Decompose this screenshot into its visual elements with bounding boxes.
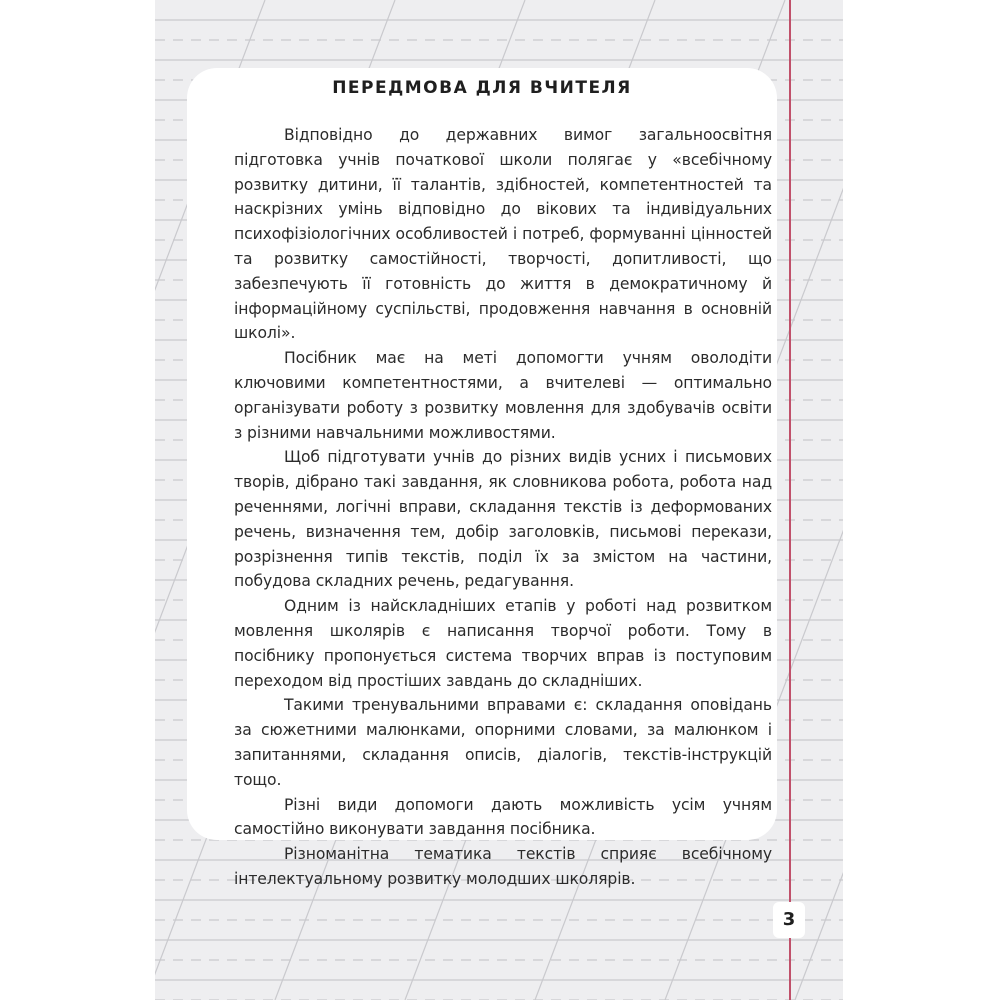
page-title: ПЕРЕДМОВА ДЛЯ ВЧИТЕЛЯ bbox=[332, 78, 632, 98]
paragraph: Щоб підготувати учнів до різних видів усних і письмових творів, дібрано такі завдання, як словникова робота, робота над реченнями, логічні вправи, складання текстів із деформованих речень, визначення тем, добір заголовків, письмові перекази, розрізнення типів текстів, поділ їх за змістом на частини, побудова складних речень, редагування. bbox=[234, 448, 772, 591]
paragraph: Різноманітна тематика текстів сприяє всебічному інтелектуальному розвитку молодших школярів. bbox=[234, 845, 772, 888]
paragraph: Різні види допомоги дають можливість усім учням самостійно виконувати завдання посібника. bbox=[234, 795, 772, 839]
margin-line bbox=[789, 0, 791, 1000]
page-number: 3 bbox=[773, 902, 805, 938]
preface-body bbox=[234, 123, 772, 892]
paragraph: Відповідно до державних вимог загальноосвітня підготовка учнів початкової школи полягає у «всебічному розвитку дитини, її талантів, здібностей, компетентностей та наскрізних умінь відповідно до вікових та індивідуальних психофізіологічних особливостей і потреб, формуванні цінностей та розвитку самостійності, творчості, допитливості, що забезпечують її готовність до життя в демократичному й інформаційному суспільстві, продовження навчання в основній школі». bbox=[234, 126, 772, 343]
paragraph: Одним із найскладніших етапів у роботі над розвитком мовлення школярів є написання творчої роботи. Тому в посібнику пропонується система творчих вправ із поступовим переходом від простіших завдань до складніших. bbox=[234, 597, 772, 690]
paragraph: Такими тренувальними вправами є: складання оповідань за сюжетними малюнками, опорними словами, за малюнком і запитаннями, складання описів, діалогів, текстів-інструкцій тощо. bbox=[234, 696, 772, 789]
preface-card bbox=[187, 68, 777, 888]
notebook-page bbox=[155, 0, 843, 1000]
paragraph: Посібник має на меті допомогти учням оволодіти ключовими компетентностями, а вчителеві — оптимально організувати роботу з розвитку мовлення для здобувачів освіти з різними навчальними можливостями. bbox=[234, 349, 772, 442]
